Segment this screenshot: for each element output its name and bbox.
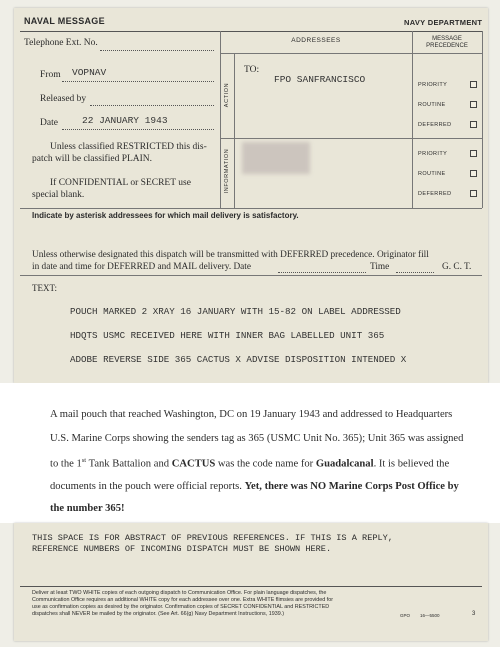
from-label: From xyxy=(40,70,61,80)
form-title: NAVAL MESSAGE xyxy=(24,16,105,26)
message-text-line-3: ADOBE REVERSE SIDE 365 CACTUS X ADVISE DISPOSITION INTENDED X xyxy=(70,354,407,365)
date-line xyxy=(62,129,214,130)
abstract-line-2: REFERENCE NUMBERS OF INCOMING DISPATCH MUST BE SHOWN HERE. xyxy=(32,544,332,554)
gct-label: G. C. T. xyxy=(442,262,472,272)
caption-bold: CACTUS xyxy=(171,458,216,470)
caption-text: Tank Battalion and xyxy=(86,458,172,470)
routine-checkbox-info[interactable] xyxy=(470,170,477,177)
grid-header-rule xyxy=(220,53,482,54)
grid-right-border xyxy=(482,31,483,208)
fine-print-4: dispatches shall NEVER be mailed by the originator. (See Art. 66(g) Navy Department Instructions, 1939.) xyxy=(32,611,284,617)
deferred-label-info: DEFERRED xyxy=(418,191,452,197)
deferred-checkbox-info[interactable] xyxy=(470,190,477,197)
department-label: NAVY DEPARTMENT xyxy=(404,18,483,27)
deferred-checkbox-action[interactable] xyxy=(470,121,477,128)
routine-label-info: ROUTINE xyxy=(418,171,446,177)
released-line xyxy=(90,105,214,106)
left-bottom-rule xyxy=(20,208,220,209)
caption-superscript: st xyxy=(81,457,87,464)
abstract-section xyxy=(14,523,488,641)
routine-label-action: ROUTINE xyxy=(418,102,446,108)
abstract-line-1: THIS SPACE IS FOR ABSTRACT OF PREVIOUS REFERENCES. IF THIS IS A REPLY, xyxy=(32,533,393,543)
caption-line-1: A mail pouch that reached Washington, DC on 19 January 1943 and addressed to Headquarters xyxy=(50,409,453,420)
fine-print-1: Deliver at least TWO WHITE copies of each outgoing dispatch to Communication Office. For plain language dispatches, the xyxy=(32,590,327,596)
priority-label-action: PRIORITY xyxy=(418,82,448,88)
precedence-header: MESSAGE PRECEDENCE xyxy=(426,36,468,49)
grid-precedence-border xyxy=(412,31,413,208)
deferred-label-action: DEFERRED xyxy=(418,122,452,128)
unclass-note-line1: Unless classified RESTRICTED this dis- xyxy=(50,142,207,152)
date-label: Date xyxy=(40,118,58,128)
priority-checkbox-action[interactable] xyxy=(470,81,477,88)
routine-checkbox-action[interactable] xyxy=(470,101,477,108)
text-top-rule xyxy=(20,275,482,276)
priority-label-info: PRIORITY xyxy=(418,151,448,157)
caption-panel xyxy=(0,383,500,523)
from-value: VOPNAV xyxy=(72,67,107,78)
naval-message-form xyxy=(14,8,488,383)
released-label: Released by xyxy=(40,94,87,104)
conf-note-line1: If CONFIDENTIAL or SECRET use xyxy=(50,178,191,188)
caption-bold: Guadalcanal xyxy=(315,458,374,470)
text-label: TEXT: xyxy=(32,283,58,293)
gpo-label: GPO xyxy=(400,613,411,618)
gpo-number: 16—5500 xyxy=(420,613,440,618)
to-value: FPO SANFRANCISCO xyxy=(274,74,366,85)
conf-note-line2: special blank. xyxy=(32,190,85,200)
deferred-date-line xyxy=(278,272,366,273)
fine-print-2: Communication Office requires an additional WHITE copy for each addressee over one. Extra WHITE flimsies are provided for xyxy=(32,597,334,603)
caption-text: to the 1 xyxy=(50,458,82,470)
caption-text: documents in the pouch were official reports. xyxy=(50,481,245,492)
from-line xyxy=(62,81,214,82)
message-text-line-1: POUCH MARKED 2 XRAY 16 JANUARY WITH 15-82 ON LABEL ADDRESSED xyxy=(70,306,401,317)
information-label: INFORMATION xyxy=(224,148,230,194)
redaction-smudge xyxy=(242,142,310,174)
telephone-line xyxy=(100,50,214,51)
page-number: 3 xyxy=(472,611,476,617)
deferred-note-line1: Unless otherwise designated this dispatch will be transmitted with DEFERRED precedence. Originator fill xyxy=(32,250,429,260)
caption-bold: Yet, there was NO Marine Corps Post Office by xyxy=(244,481,459,492)
caption-text: was the code name for xyxy=(215,458,316,470)
action-label: ACTION xyxy=(224,82,230,108)
fine-print-3: use as confirmation copies as desired by the originator. Confirmation copies of SECRET CONFIDENTIAL and RESTRICTED xyxy=(32,604,330,610)
asterisk-note: Indicate by asterisk addressees for which mail delivery is satisfactory. xyxy=(32,211,299,220)
caption-text: . It is believed the xyxy=(373,458,450,470)
to-label: TO: xyxy=(244,65,260,75)
time-label: Time xyxy=(370,262,390,272)
grid-label-border xyxy=(234,53,235,208)
deferred-note-line2: in date and time for DEFERRED and MAIL delivery. Date xyxy=(32,262,252,272)
caption-line-5: the number 365! xyxy=(50,503,125,514)
telephone-label: Telephone Ext. No. xyxy=(24,38,98,48)
message-text-line-2: HDQTS USMC RECEIVED HERE WITH INNER BAG LABELLED UNIT 365 xyxy=(70,330,385,341)
caption-line-2: U.S. Marine Corps showing the senders tag as 365 (USMC Unit No. 365); Unit 365 was assigned xyxy=(50,433,464,444)
date-value: 22 JANUARY 1943 xyxy=(82,115,168,126)
addressees-header: ADDRESSEES xyxy=(291,37,341,44)
grid-bottom-rule xyxy=(220,208,482,209)
footer-rule xyxy=(20,586,482,587)
caption-line-4 xyxy=(50,481,459,492)
grid-mid-rule xyxy=(220,138,482,139)
grid-left-border xyxy=(220,31,221,208)
priority-checkbox-info[interactable] xyxy=(470,150,477,157)
unclass-note-line2: patch will be classified PLAIN. xyxy=(32,154,153,164)
time-line xyxy=(396,272,434,273)
caption-line-3 xyxy=(50,457,449,470)
